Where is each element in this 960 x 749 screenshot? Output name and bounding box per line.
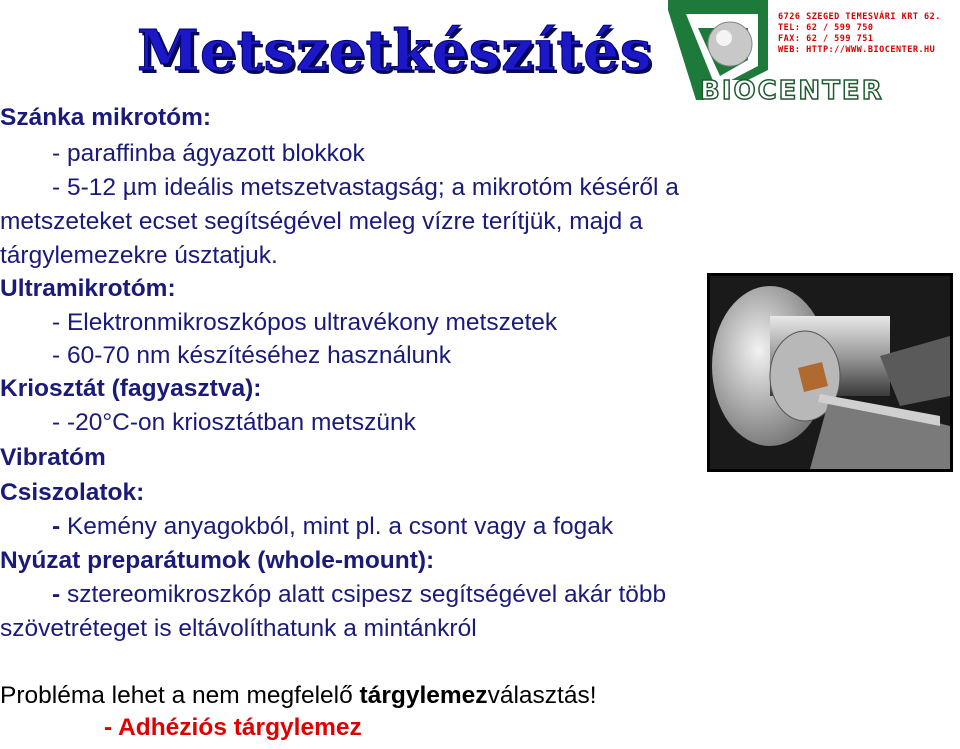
szanka-item-2b: metszeteket ecset segítségével meleg vízre terítjük, majd a (0, 208, 643, 235)
problem-bold: tárgylemez (359, 682, 488, 709)
problem-sub-text: - Adhéziós tárgylemez (104, 714, 362, 741)
szanka-item-1: - paraffinba ágyazott blokkok (52, 140, 365, 167)
heading-nyuzat: Nyúzat preparátumok (whole-mount): (0, 547, 435, 574)
ultra-item-1: - Elektronmikroszkópos ultravékony metszetek (52, 309, 558, 336)
heading-vibratom: Vibratóm (0, 444, 106, 471)
page-title: Metszetkészítés (137, 18, 653, 84)
nyuzat-item-1b: szövetréteget is eltávolíthatunk a mintánkról (0, 615, 477, 642)
csiszolat-dash: - (52, 513, 67, 540)
logo-address: 6726 SZEGED TEMESVÁRI KRT 62. (778, 12, 941, 22)
biocenter-wordmark: BIOCENTER (700, 76, 884, 106)
heading-kriosztat: Kriosztát (fagyasztva): (0, 375, 262, 402)
microtome-image (710, 276, 950, 469)
heading-ultramikrotom: Ultramikrotóm: (0, 275, 176, 302)
problem-sub (104, 714, 362, 742)
problem-line (0, 682, 597, 710)
problem-pre: Probléma lehet a nem megfelelő (0, 682, 360, 709)
krio-item-1: - -20°C-on kriosztátban metszünk (52, 409, 416, 436)
nyuzat-item-1a (52, 581, 666, 609)
szanka-item-2c: tárgylemezekre úsztatjuk. (0, 242, 278, 269)
csiszolat-item-text: Kemény anyagokból, mint pl. a csont vagy a fogak (66, 513, 614, 540)
nyuzat-dash: - (52, 581, 67, 608)
logo-fax: FAX: 62 / 599 751 (778, 34, 874, 44)
ultra-item-2: - 60-70 nm készítéséhez használunk (52, 342, 452, 369)
heading-szanka-mikrotom: Szánka mikrotóm: (0, 104, 212, 131)
csiszolat-item (52, 513, 613, 541)
heading-csiszolatok: Csiszolatok: (0, 479, 145, 506)
nyuzat-item-1a-text: sztereomikroszkóp alatt csipesz segítségével akár több (66, 581, 667, 608)
problem-post: választás! (487, 682, 597, 709)
szanka-item-2a: - 5-12 µm ideális metszetvastagság; a mikrotóm késéről a (52, 174, 679, 201)
logo-web: WEB: HTTP://WWW.BIOCENTER.HU (778, 45, 936, 55)
logo-tel: TEL: 62 / 599 750 (778, 23, 874, 33)
microtome-photo (707, 273, 953, 472)
